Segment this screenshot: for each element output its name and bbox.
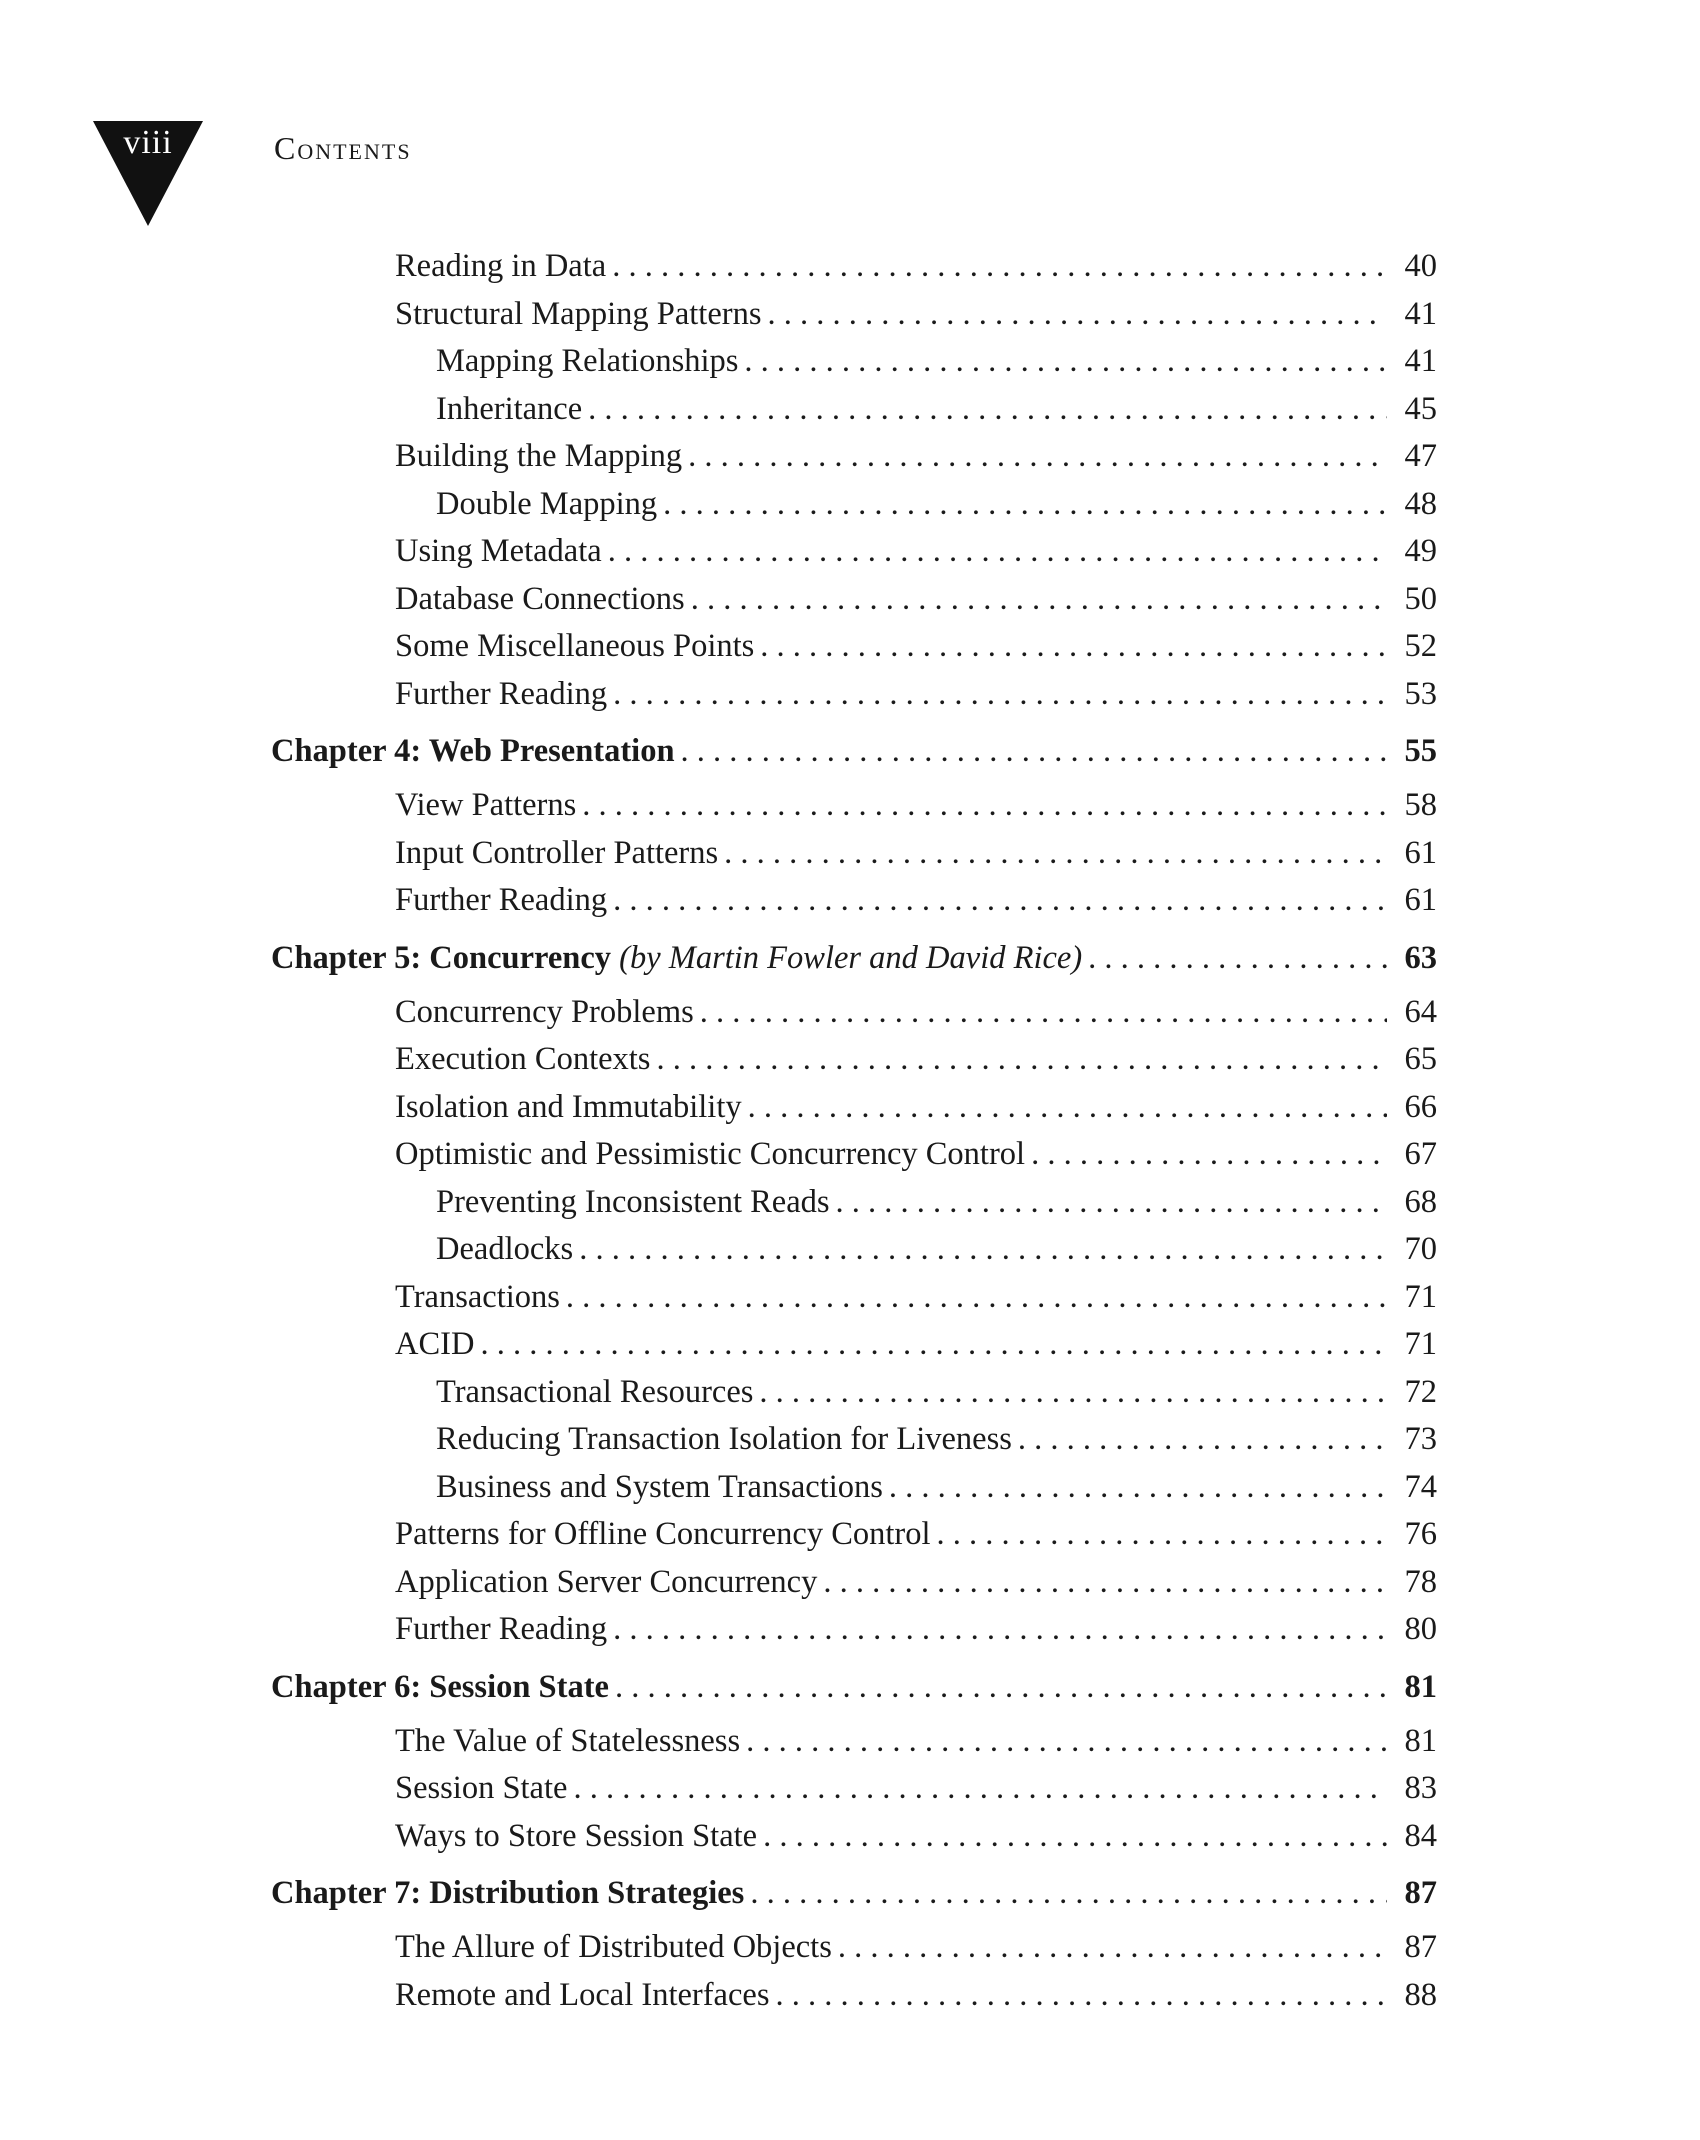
dot-leader	[823, 1564, 1387, 1601]
chapter-title: Chapter 6: Session State	[271, 1668, 609, 1705]
toc-entry-title: Concurrency Problems	[395, 993, 694, 1030]
toc-subentry[interactable]	[271, 1469, 1437, 1517]
chapter-title: Chapter 7: Distribution Strategies	[271, 1875, 745, 1911]
toc-entry-page: 68	[1404, 1183, 1437, 1220]
dot-leader	[608, 533, 1387, 570]
toc-entry[interactable]	[271, 1136, 1437, 1184]
toc-entry-title: Deadlocks	[436, 1231, 574, 1267]
toc-entry[interactable]	[271, 628, 1437, 676]
toc-entry-page: 41	[1404, 343, 1437, 379]
toc-entry[interactable]	[271, 994, 1437, 1042]
toc-subentry[interactable]	[271, 1231, 1437, 1279]
toc-entry-page: 81	[1404, 1722, 1437, 1759]
toc-entry-page: 45	[1404, 390, 1437, 427]
toc-entry[interactable]	[271, 248, 1437, 296]
toc-entry-title: Inheritance	[436, 390, 583, 427]
dot-leader	[1031, 1136, 1387, 1173]
toc-chapter-4[interactable]	[271, 733, 1437, 787]
dot-leader	[700, 994, 1387, 1031]
toc-chapter-7[interactable]	[271, 1875, 1437, 1929]
toc-chapter-6[interactable]	[271, 1669, 1437, 1723]
toc-entry-page: 83	[1404, 1770, 1437, 1806]
dot-leader	[838, 1929, 1387, 1966]
toc-entry-title: Preventing Inconsistent Reads	[436, 1183, 830, 1220]
toc-entry-page: 40	[1404, 248, 1437, 284]
toc-entry[interactable]	[271, 1977, 1437, 2025]
toc-subentry[interactable]	[271, 486, 1437, 534]
chapter-subtitle: (by Martin Fowler and David Rice)	[619, 939, 1083, 976]
toc-entry-title: Further Reading	[395, 1611, 608, 1647]
toc-entry-page: 52	[1404, 628, 1437, 664]
dot-leader	[750, 1875, 1387, 1912]
toc-entry-title: ACID	[395, 1326, 475, 1362]
toc-entry-page: 48	[1404, 485, 1437, 522]
dot-leader	[760, 628, 1387, 665]
chapter-page: 63	[1404, 939, 1437, 976]
dot-leader	[480, 1326, 1387, 1363]
toc-entry-page: 61	[1404, 834, 1437, 871]
toc-entry[interactable]	[271, 1611, 1437, 1659]
dot-leader	[582, 787, 1387, 824]
dot-leader	[759, 1374, 1387, 1411]
toc-entry[interactable]	[271, 1279, 1437, 1327]
dot-leader	[681, 733, 1387, 770]
dot-leader	[889, 1469, 1387, 1506]
toc-entry[interactable]	[271, 1929, 1437, 1977]
toc-entry-title: Structural Mapping Patterns	[395, 295, 762, 332]
dot-leader	[724, 835, 1387, 872]
dot-leader	[566, 1279, 1387, 1316]
toc-entry-title: Reading in Data	[395, 248, 607, 284]
toc-entry-title: The Value of Statelessness	[395, 1722, 741, 1759]
page-number: viii	[123, 124, 173, 161]
dot-leader	[836, 1184, 1387, 1221]
toc-entry-title: Transactional Resources	[436, 1373, 754, 1410]
chapter-title: Chapter 4: Web Presentation	[271, 733, 675, 769]
toc-entry-page: 41	[1404, 295, 1437, 332]
toc-entry-page: 47	[1404, 438, 1437, 474]
chapter-page: 55	[1404, 733, 1437, 769]
toc-entry-page: 78	[1404, 1563, 1437, 1600]
toc-subentry[interactable]	[271, 1421, 1437, 1469]
dot-leader	[1018, 1421, 1387, 1458]
toc-entry-title: Input Controller Patterns	[395, 834, 719, 871]
toc-entry-title: View Patterns	[395, 787, 577, 823]
toc-entry-page: 49	[1404, 533, 1437, 569]
dot-leader	[1088, 940, 1387, 977]
toc-entry-page: 80	[1404, 1611, 1437, 1647]
toc-entry-title: Reducing Transaction Isolation for Liveness	[436, 1421, 1012, 1457]
toc-entry-page: 73	[1404, 1421, 1437, 1457]
toc-entry-title: Further Reading	[395, 882, 608, 918]
toc-entry[interactable]	[271, 1326, 1437, 1374]
dot-leader	[767, 296, 1387, 333]
chapter-title-main: Chapter 5: Concurrency	[271, 939, 612, 976]
dot-leader	[688, 438, 1387, 475]
toc-entry-page: 84	[1404, 1817, 1437, 1854]
dot-leader	[579, 1231, 1387, 1268]
dot-leader	[744, 343, 1387, 380]
toc-entry[interactable]	[271, 1041, 1437, 1089]
toc-entry[interactable]	[271, 882, 1437, 930]
toc-entry-title: Ways to Store Session State	[395, 1817, 758, 1854]
toc-entry-title: Remote and Local Interfaces	[395, 1976, 770, 2013]
toc-entry[interactable]	[271, 835, 1437, 883]
toc-entry-page: 71	[1404, 1278, 1437, 1315]
dot-leader	[937, 1516, 1387, 1553]
toc-entry[interactable]	[271, 296, 1437, 344]
toc-entry-title: Session State	[395, 1770, 568, 1806]
toc-entry-page: 88	[1404, 1976, 1437, 2013]
dot-leader	[613, 1611, 1387, 1648]
toc-entry-page: 74	[1404, 1468, 1437, 1505]
toc-entry-page: 65	[1404, 1041, 1437, 1077]
toc-subentry[interactable]	[271, 1374, 1437, 1422]
dot-leader	[691, 581, 1387, 618]
toc-entry[interactable]	[271, 676, 1437, 724]
toc-entry-title: Mapping Relationships	[436, 343, 739, 379]
dot-leader	[763, 1818, 1387, 1855]
toc-entry-page: 58	[1404, 787, 1437, 823]
toc-entry-title: Double Mapping	[436, 485, 658, 522]
toc-entry[interactable]	[271, 787, 1437, 835]
toc-entry-page: 87	[1404, 1929, 1437, 1965]
toc-subentry[interactable]	[271, 391, 1437, 439]
chapter-page: 81	[1404, 1668, 1437, 1705]
toc-entry-page: 72	[1404, 1373, 1437, 1410]
toc-entry-title: Execution Contexts	[395, 1041, 651, 1077]
dot-leader	[613, 882, 1387, 919]
toc-entry-page: 76	[1404, 1516, 1437, 1552]
toc-subentry[interactable]	[271, 1184, 1437, 1232]
running-head: Contents	[274, 130, 412, 166]
toc-entry[interactable]	[271, 1516, 1437, 1564]
toc-entry-title: The Allure of Distributed Objects	[395, 1929, 832, 1965]
toc-entry-title: Optimistic and Pessimistic Concurrency Control	[395, 1136, 1026, 1172]
toc-subentry[interactable]	[271, 343, 1437, 391]
dot-leader	[613, 676, 1387, 713]
toc-entry-title: Application Server Concurrency	[395, 1563, 818, 1600]
toc-chapter-5[interactable]	[271, 940, 1437, 994]
toc-entry-title: Business and System Transactions	[436, 1468, 883, 1505]
toc-entry-title: Building the Mapping	[395, 438, 683, 474]
dot-leader	[748, 1089, 1387, 1126]
table-of-contents	[271, 248, 1437, 2024]
toc-entry[interactable]	[271, 1818, 1437, 1866]
toc-entry-title: Some Miscellaneous Points	[395, 628, 755, 664]
toc-entry-title: Database Connections	[395, 580, 685, 617]
dot-leader	[775, 1977, 1387, 2014]
dot-leader	[573, 1770, 1387, 1807]
dot-leader	[656, 1041, 1387, 1078]
toc-entry-page: 71	[1404, 1326, 1437, 1362]
toc-entry[interactable]	[271, 438, 1437, 486]
toc-entry-title: Further Reading	[395, 675, 608, 712]
chapter-title	[271, 940, 1082, 977]
toc-entry-title: Transactions	[395, 1278, 560, 1315]
toc-entry-page: 67	[1404, 1136, 1437, 1172]
chapter-page: 87	[1404, 1875, 1437, 1911]
dot-leader	[588, 391, 1387, 428]
toc-entry[interactable]	[271, 581, 1437, 629]
toc-entry[interactable]	[271, 1564, 1437, 1612]
toc-entry-page: 70	[1404, 1231, 1437, 1267]
toc-entry-title: Isolation and Immutability	[395, 1088, 742, 1125]
toc-entry[interactable]	[271, 1089, 1437, 1137]
dot-leader	[663, 486, 1387, 523]
dot-leader	[746, 1723, 1387, 1760]
toc-entry[interactable]	[271, 1770, 1437, 1818]
toc-entry-page: 66	[1404, 1088, 1437, 1125]
toc-entry-page: 50	[1404, 580, 1437, 617]
toc-entry-page: 64	[1404, 993, 1437, 1030]
toc-entry-page: 53	[1404, 675, 1437, 712]
toc-entry-title: Using Metadata	[395, 533, 602, 569]
dot-leader	[612, 248, 1387, 285]
dot-leader	[615, 1669, 1387, 1706]
toc-entry[interactable]	[271, 533, 1437, 581]
toc-entry-page: 61	[1404, 882, 1437, 918]
toc-entry-title: Patterns for Offline Concurrency Control	[395, 1516, 931, 1552]
toc-entry[interactable]	[271, 1723, 1437, 1771]
